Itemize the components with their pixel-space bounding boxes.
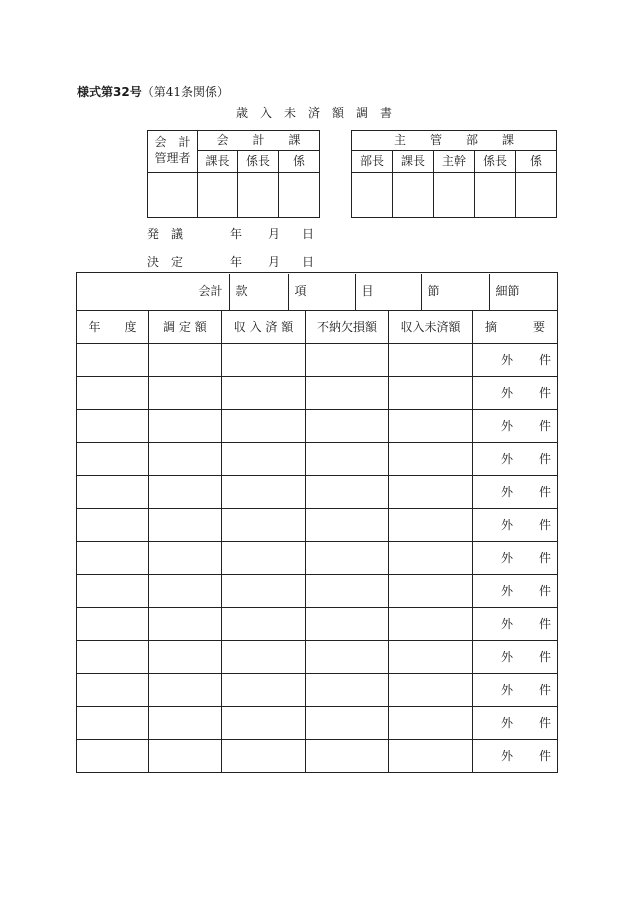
entry-cell[interactable] — [77, 608, 149, 641]
remarks-suffix: 件 — [539, 550, 552, 565]
department-sub-label: 部長 — [352, 151, 393, 173]
proposal-label: 発 議 — [147, 227, 184, 241]
column-header: 不納欠損額 — [306, 311, 389, 344]
accounting-sub-label: 係長 — [238, 151, 279, 173]
accounting-manager-cell — [148, 131, 198, 173]
remarks-prefix: 外 — [501, 649, 514, 664]
table-row — [77, 410, 558, 443]
remarks-cell[interactable] — [473, 641, 558, 674]
entry-cell[interactable] — [77, 509, 149, 542]
table-row — [77, 476, 558, 509]
entry-cell[interactable] — [149, 740, 222, 773]
entry-cell[interactable] — [149, 410, 222, 443]
remarks-cell[interactable] — [473, 476, 558, 509]
entry-cell[interactable] — [77, 641, 149, 674]
entry-cell[interactable] — [306, 542, 389, 575]
remarks-suffix: 件 — [539, 583, 552, 598]
remarks-prefix: 外 — [501, 484, 514, 499]
proposal-year: 年 — [230, 227, 243, 241]
remarks-suffix: 件 — [539, 649, 552, 664]
table-row — [77, 542, 558, 575]
entry-cell[interactable] — [389, 344, 473, 377]
entry-cell[interactable] — [306, 410, 389, 443]
table-row — [77, 575, 558, 608]
entry-cell[interactable] — [222, 377, 306, 410]
stamp-box[interactable] — [279, 173, 320, 218]
department-sub-label: 主幹 — [434, 151, 475, 173]
entry-cell[interactable] — [389, 707, 473, 740]
entry-cell[interactable] — [77, 542, 149, 575]
entry-cell[interactable] — [149, 377, 222, 410]
table-row — [77, 443, 558, 476]
remarks-suffix: 件 — [539, 682, 552, 697]
entry-cell[interactable] — [389, 608, 473, 641]
remarks-suffix: 件 — [539, 748, 552, 763]
remarks-cell[interactable] — [473, 542, 558, 575]
remarks-prefix: 外 — [501, 550, 514, 565]
stamp-box[interactable] — [238, 173, 279, 218]
remarks-prefix: 外 — [501, 451, 514, 466]
entry-cell[interactable] — [222, 410, 306, 443]
account-cell-kan: 款 — [229, 274, 288, 310]
form-header — [77, 83, 229, 100]
entry-cell[interactable] — [306, 344, 389, 377]
account-cell-kaikei: 会計 — [77, 274, 229, 310]
column-header: 年 度 — [77, 311, 149, 344]
remarks-cell[interactable] — [473, 740, 558, 773]
table-row — [77, 707, 558, 740]
entry-cell[interactable] — [306, 674, 389, 707]
form-number: 様式第32号 — [77, 85, 142, 99]
remarks-prefix: 外 — [501, 616, 514, 631]
remarks-suffix: 件 — [539, 517, 552, 532]
table-row — [77, 608, 558, 641]
entry-cell[interactable] — [149, 509, 222, 542]
entry-cell[interactable] — [149, 575, 222, 608]
entry-cell[interactable] — [77, 344, 149, 377]
entry-cell[interactable] — [389, 740, 473, 773]
entry-cell[interactable] — [389, 509, 473, 542]
remarks-prefix: 外 — [501, 517, 514, 532]
remarks-prefix: 外 — [501, 352, 514, 367]
entry-cell[interactable] — [77, 443, 149, 476]
entry-cell[interactable] — [222, 476, 306, 509]
entry-cell[interactable] — [389, 410, 473, 443]
entry-cell[interactable] — [149, 707, 222, 740]
department-sub-label: 係長 — [475, 151, 516, 173]
entry-cell[interactable] — [149, 476, 222, 509]
remarks-cell[interactable] — [473, 377, 558, 410]
document-title: 歳入未済額調書 — [236, 106, 405, 120]
entry-cell[interactable] — [77, 740, 149, 773]
remarks-suffix: 件 — [539, 616, 552, 631]
entry-cell[interactable] — [389, 575, 473, 608]
remarks-prefix: 外 — [501, 385, 514, 400]
department-approval-table — [351, 130, 557, 218]
entry-cell[interactable] — [222, 443, 306, 476]
account-cell-moku: 目 — [355, 274, 421, 310]
entry-cell[interactable] — [306, 377, 389, 410]
entry-cell[interactable] — [306, 476, 389, 509]
accounting-approval-table — [147, 130, 320, 218]
table-row — [77, 674, 558, 707]
entry-cell[interactable] — [306, 641, 389, 674]
column-header: 摘 要 — [473, 311, 558, 344]
remarks-suffix: 件 — [539, 451, 552, 466]
decision-day: 日 — [302, 255, 315, 269]
entry-cell[interactable] — [306, 608, 389, 641]
entry-cell[interactable] — [389, 443, 473, 476]
entry-cell[interactable] — [306, 707, 389, 740]
table-row — [77, 641, 558, 674]
accounting-section-label: 会 計 課 — [198, 131, 320, 151]
remarks-cell[interactable] — [473, 443, 558, 476]
entry-cell[interactable] — [149, 542, 222, 575]
entry-cell[interactable] — [389, 476, 473, 509]
entry-cell[interactable] — [149, 344, 222, 377]
accounting-manager-label-1: 会 計 — [154, 135, 191, 149]
entry-cell[interactable] — [389, 377, 473, 410]
entry-cell[interactable] — [222, 740, 306, 773]
remarks-cell[interactable] — [473, 575, 558, 608]
stamp-box[interactable] — [352, 173, 393, 218]
arrears-table — [76, 272, 558, 773]
remarks-cell[interactable] — [473, 608, 558, 641]
entry-cell[interactable] — [149, 641, 222, 674]
entry-cell[interactable] — [222, 608, 306, 641]
entry-cell[interactable] — [306, 575, 389, 608]
entry-cell[interactable] — [77, 707, 149, 740]
stamp-box[interactable] — [434, 173, 475, 218]
proposal-month: 月 — [268, 227, 281, 241]
remarks-cell[interactable] — [473, 509, 558, 542]
decision-label: 決 定 — [147, 255, 184, 269]
remarks-suffix: 件 — [539, 484, 552, 499]
entry-cell[interactable] — [149, 674, 222, 707]
remarks-prefix: 外 — [501, 748, 514, 763]
remarks-suffix: 件 — [539, 352, 552, 367]
entry-cell[interactable] — [222, 707, 306, 740]
entry-cell[interactable] — [389, 674, 473, 707]
entry-cell[interactable] — [222, 344, 306, 377]
entry-cell[interactable] — [77, 674, 149, 707]
remarks-cell[interactable] — [473, 344, 558, 377]
department-sub-label: 係 — [516, 151, 557, 173]
form-reference: （第41条関係） — [141, 85, 229, 99]
entry-cell[interactable] — [306, 509, 389, 542]
entry-cell[interactable] — [389, 542, 473, 575]
entry-cell[interactable] — [222, 509, 306, 542]
entry-cell[interactable] — [77, 410, 149, 443]
proposal-day: 日 — [302, 227, 315, 241]
column-header: 収入未済額 — [389, 311, 473, 344]
entry-cell[interactable] — [222, 674, 306, 707]
column-header-row — [77, 311, 558, 344]
column-header: 調 定 額 — [149, 311, 222, 344]
column-header: 収 入 済 額 — [222, 311, 306, 344]
table-row — [77, 740, 558, 773]
stamp-box[interactable] — [516, 173, 557, 218]
remarks-suffix: 件 — [539, 715, 552, 730]
department-section-label: 主 管 部 課 — [352, 131, 557, 151]
account-cell-kou: 項 — [288, 274, 355, 310]
entry-cell[interactable] — [222, 575, 306, 608]
account-cell-setsu: 節 — [421, 274, 489, 310]
entry-cell[interactable] — [149, 608, 222, 641]
entry-cell[interactable] — [149, 443, 222, 476]
stamp-box[interactable] — [148, 173, 198, 218]
accounting-sub-label: 係 — [279, 151, 320, 173]
stamp-box[interactable] — [393, 173, 434, 218]
remarks-prefix: 外 — [501, 418, 514, 433]
stamp-box[interactable] — [198, 173, 238, 218]
remarks-suffix: 件 — [539, 385, 552, 400]
table-row — [77, 377, 558, 410]
remarks-cell[interactable] — [473, 674, 558, 707]
remarks-prefix: 外 — [501, 682, 514, 697]
accounting-sub-label: 課長 — [198, 151, 238, 173]
remarks-cell[interactable] — [473, 410, 558, 443]
remarks-suffix: 件 — [539, 418, 552, 433]
account-header-row — [77, 273, 558, 311]
table-row — [77, 344, 558, 377]
remarks-prefix: 外 — [501, 583, 514, 598]
department-sub-label: 課長 — [393, 151, 434, 173]
entry-cell[interactable] — [77, 377, 149, 410]
entry-cell[interactable] — [306, 740, 389, 773]
decision-month: 月 — [268, 255, 281, 269]
decision-year: 年 — [230, 255, 243, 269]
entry-cell[interactable] — [77, 575, 149, 608]
stamp-box[interactable] — [475, 173, 516, 218]
entry-cell[interactable] — [389, 641, 473, 674]
entry-cell[interactable] — [222, 641, 306, 674]
remarks-cell[interactable] — [473, 707, 558, 740]
remarks-prefix: 外 — [501, 715, 514, 730]
account-cell-saisetsu: 細節 — [495, 284, 520, 299]
entry-cell[interactable] — [222, 542, 306, 575]
table-row — [77, 509, 558, 542]
entry-cell[interactable] — [77, 476, 149, 509]
accounting-manager-label-2: 管理者 — [154, 151, 191, 166]
entry-cell[interactable] — [306, 443, 389, 476]
